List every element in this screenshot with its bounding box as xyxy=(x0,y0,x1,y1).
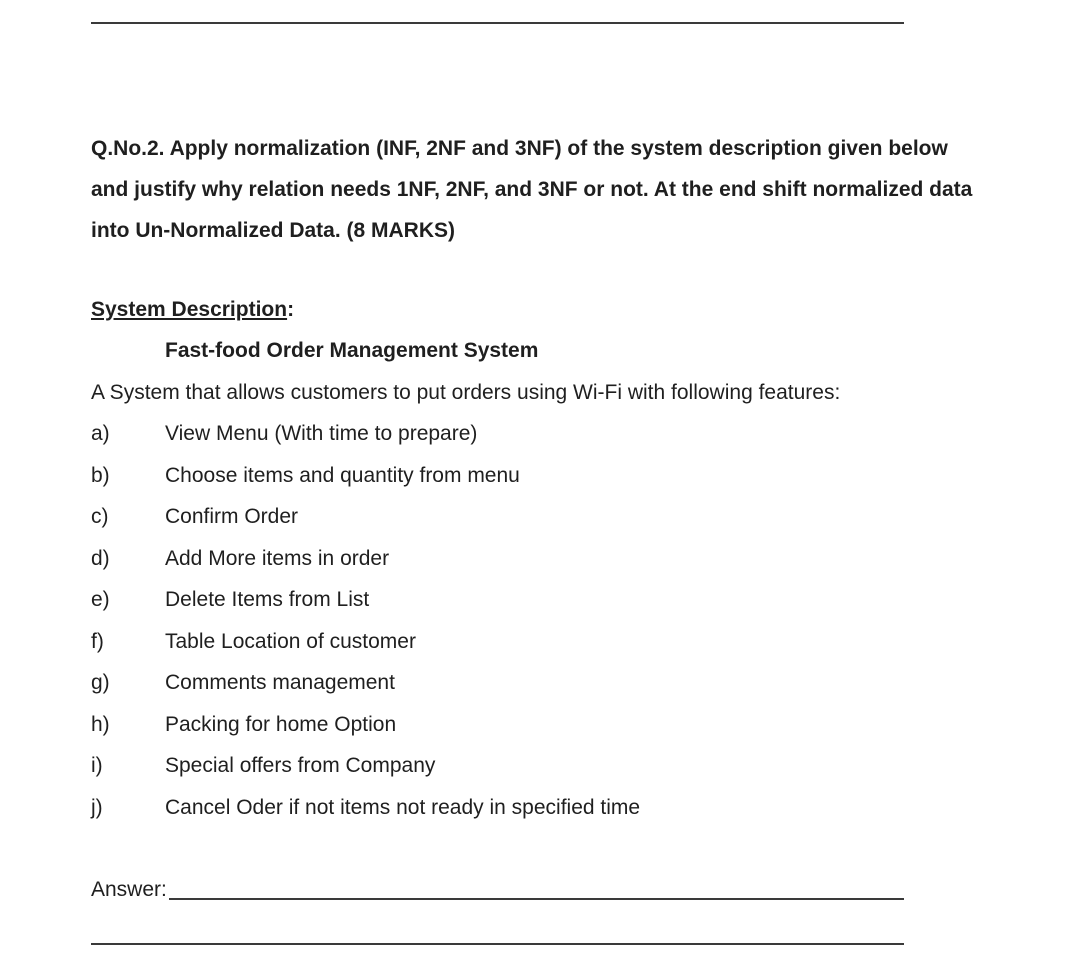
answer-label: Answer: xyxy=(91,878,167,901)
list-item-text: Packing for home Option xyxy=(165,712,397,736)
system-description-colon: : xyxy=(287,298,295,321)
list-marker: a) xyxy=(91,422,110,445)
answer-section xyxy=(91,878,904,902)
system-description-heading xyxy=(91,298,294,322)
list-item-text: Delete Items from List xyxy=(165,588,370,611)
list-item xyxy=(91,796,640,838)
list-item-text: Confirm Order xyxy=(165,505,299,528)
list-marker: e) xyxy=(91,588,110,611)
list-marker: d) xyxy=(91,546,110,570)
system-title: Fast-food Order Management System xyxy=(165,339,539,362)
bottom-divider xyxy=(91,943,904,945)
list-marker: h) xyxy=(91,712,110,736)
list-item xyxy=(91,713,640,755)
top-divider xyxy=(91,22,904,24)
list-item-text: View Menu (With time to prepare) xyxy=(165,422,478,445)
list-item xyxy=(91,422,640,464)
question-line: into Un-Normalized Data. (8 MARKS) xyxy=(91,219,456,242)
list-marker: g) xyxy=(91,671,110,694)
system-description-label: System Description xyxy=(91,298,288,321)
list-marker: j) xyxy=(91,795,103,819)
list-item xyxy=(91,505,640,547)
system-intro: A System that allows customers to put orders using Wi-Fi with following features: xyxy=(91,381,841,404)
question-text xyxy=(91,128,1031,251)
list-item-text: Comments management xyxy=(165,671,395,694)
list-item xyxy=(91,671,640,713)
list-item-text: Choose items and quantity from menu xyxy=(165,463,520,487)
list-item xyxy=(91,547,640,589)
list-item xyxy=(91,588,640,630)
list-marker: c) xyxy=(91,505,109,528)
question-line: and justify why relation needs 1NF, 2NF, and 3NF or not. At the end shift normalized data xyxy=(91,178,973,201)
list-item xyxy=(91,464,640,506)
list-marker: i) xyxy=(91,754,103,777)
list-item-text: Table Location of customer xyxy=(165,629,416,653)
list-item-text: Add More items in order xyxy=(165,546,390,570)
answer-line xyxy=(169,898,904,900)
feature-list xyxy=(91,422,640,837)
question-line: Q.No.2. Apply normalization (INF, 2NF and 3NF) of the system description given below xyxy=(91,137,948,160)
list-item xyxy=(91,754,640,796)
list-marker: f) xyxy=(91,629,104,653)
list-item-text: Special offers from Company xyxy=(165,754,436,777)
list-item-text: Cancel Oder if not items not ready in specified time xyxy=(165,795,641,819)
list-item xyxy=(91,630,640,672)
list-marker: b) xyxy=(91,463,110,487)
